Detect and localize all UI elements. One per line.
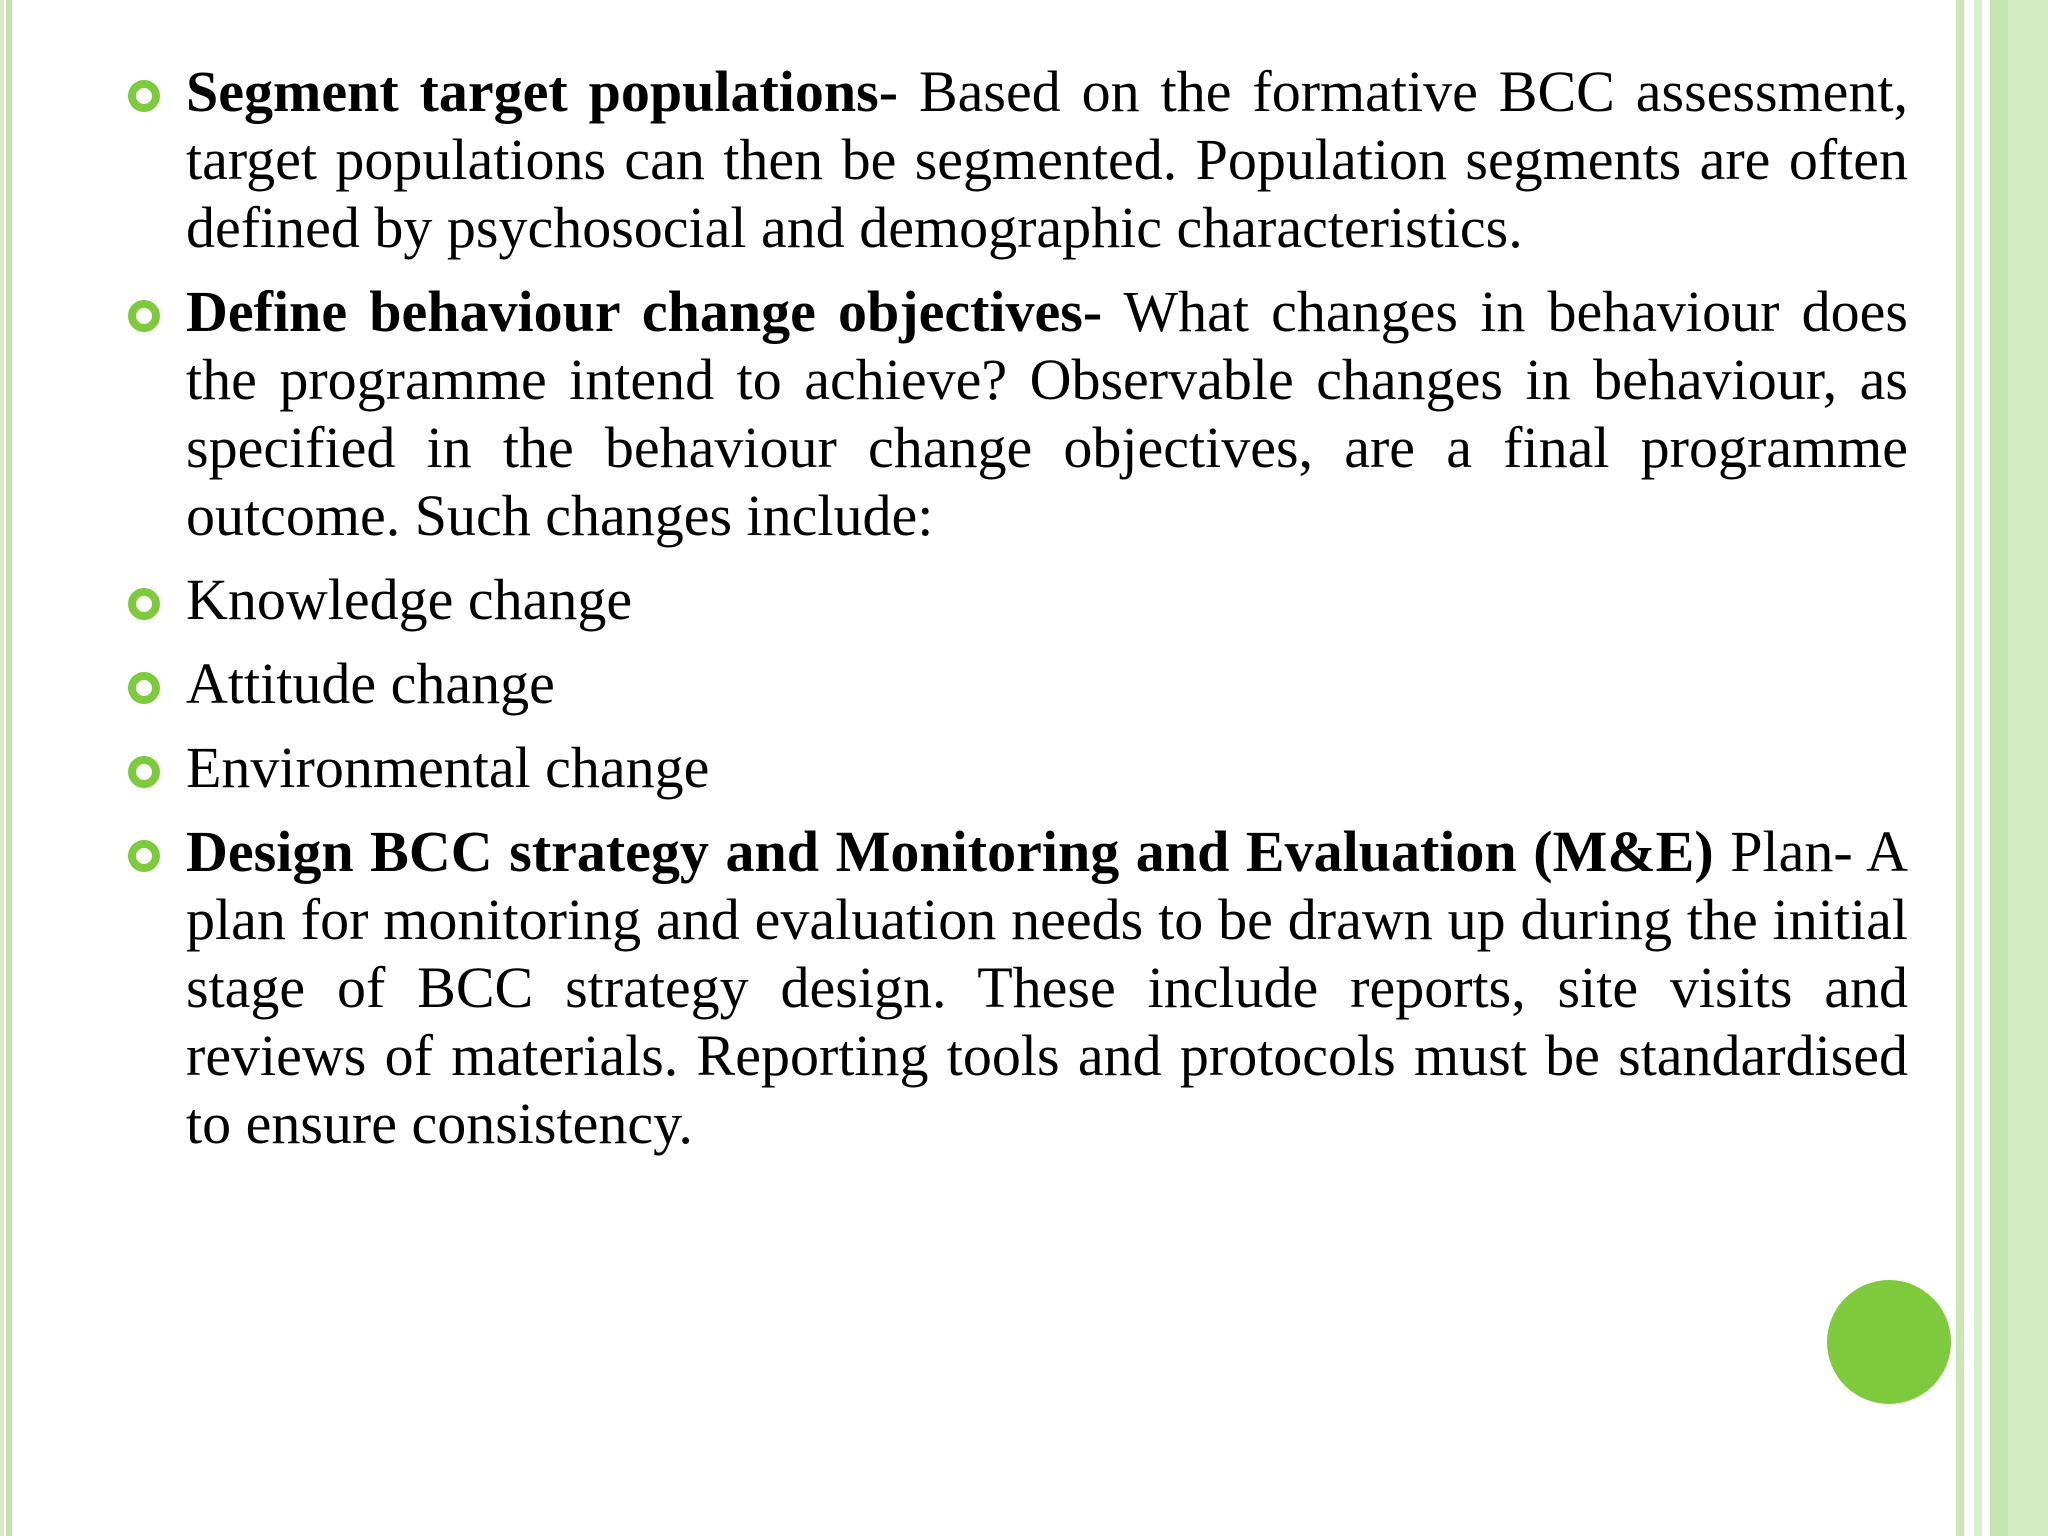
bullet-define-objectives (128, 278, 1908, 550)
ring-bullet-icon (128, 756, 160, 788)
bullet-segment-target-populations (128, 58, 1908, 262)
ring-bullet-icon (128, 588, 160, 620)
bullet-heading: Define behaviour change objectives- (186, 279, 1103, 344)
ring-bullet-icon (128, 80, 160, 112)
bullet-knowledge-change (128, 566, 1908, 634)
slide-content (128, 58, 1908, 1174)
bullet-design-strategy (128, 818, 1908, 1158)
bullet-heading: Design BCC strategy and Monitoring and Evaluation (M&E) (186, 819, 1714, 884)
bullet-body: Based on the formative BCC assessment, target populations can then be segmented. Population segments are often defined by psychosocial and demographic characteristics. (186, 59, 1908, 260)
bullet-environmental-change (128, 734, 1908, 802)
bullet-body: Knowledge change (186, 567, 633, 632)
ring-bullet-icon (128, 840, 160, 872)
bullet-body: Plan- A plan for monitoring and evaluation needs to be drawn up during the initial stage of BCC strategy design. These include reports, site visits and reviews of materials. Reporting tools and protocols must be standardised to ensure consistency. (186, 819, 1908, 1156)
right-decorative-border (1956, 0, 2048, 1536)
bullet-body: What changes in behaviour does the programme intend to achieve? Observable changes in behaviour, as specified in the behaviour change objectives, are a final programme outcome. Such changes include: (186, 279, 1908, 548)
left-decorative-border (0, 0, 12, 1536)
green-circle-decoration-icon (1827, 1280, 1951, 1404)
ring-bullet-icon (128, 300, 160, 332)
ring-bullet-icon (128, 672, 160, 704)
bullet-body: Environmental change (186, 735, 710, 800)
bullet-attitude-change (128, 650, 1908, 718)
bullet-body: Attitude change (186, 651, 555, 716)
bullet-heading: Segment target populations- (186, 59, 899, 124)
